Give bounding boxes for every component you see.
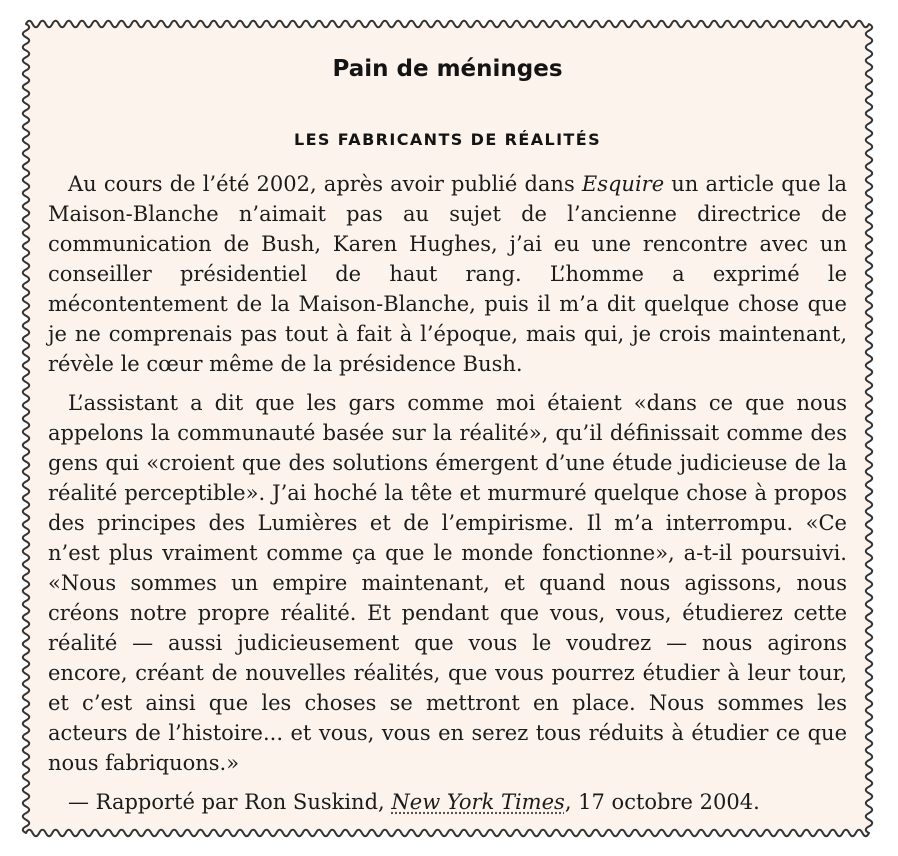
page-title: Pain de méninges [332, 56, 563, 82]
source-citation[interactable]: New York Times [391, 789, 565, 814]
section-heading: LES FABRICANTS DE RÉALITÉS [293, 129, 602, 149]
attribution-tail: , 17 octobre 2004. [564, 789, 760, 814]
magazine-title: Esquire [581, 171, 665, 196]
body-text [48, 169, 847, 817]
paragraph-1-rest: un article que la Maison-Blanche n’aimait pas au sujet de l’ancienne directrice de communication de Bush, Karen Hughes, j’ai eu une rencontre avec un conseiller présidentiel de haut rang. L’homme a exprimé le mécontentement de la Maison-Blanche, puis il m’a dit quelque chose que je ne comprenais pas tout à fait à l’époque, mais qui, je crois maintenant, révèle le cœur même de la présidence Bush. [48, 171, 847, 376]
paragraph-2: L’assistant a dit que les gars comme moi étaient «dans ce que nous appelons la communauté basée sur la réalité», qu’il définissait comme des gens qui «croient que des solutions émergent d’une étude judicieuse de la réalité perceptible». J’ai hoché la tête et murmuré quelque chose à propos des principes des Lumières et de l’empirisme. Il m’a interrompu. «Ce n’est plus vraiment comme ça que le monde fonctionne», a-t-il poursuivi. «Nous sommes un empire maintenant, et quand nous agissons, nous créons notre propre réalité. Et pendant que vous, vous, étudierez cette réalité — aussi judicieusement que vous le voudrez — nous agirons encore, créant de nouvelles réalités, que vous pourrez étudier à leur tour, et c’est ainsi que les choses se mettront en place. Nous sommes les acteurs de l’histoire... et vous, vous en serez tous réduits à étudier ce que nous fabriquons.» [48, 390, 847, 775]
card-content [26, 24, 869, 833]
attribution-lead: — Rapporté par Ron Suskind, [68, 789, 392, 814]
attribution [48, 787, 847, 817]
paragraph-1 [48, 169, 847, 379]
paragraph-1-lead: Au cours de l’été 2002, après avoir publié dans [68, 171, 582, 196]
